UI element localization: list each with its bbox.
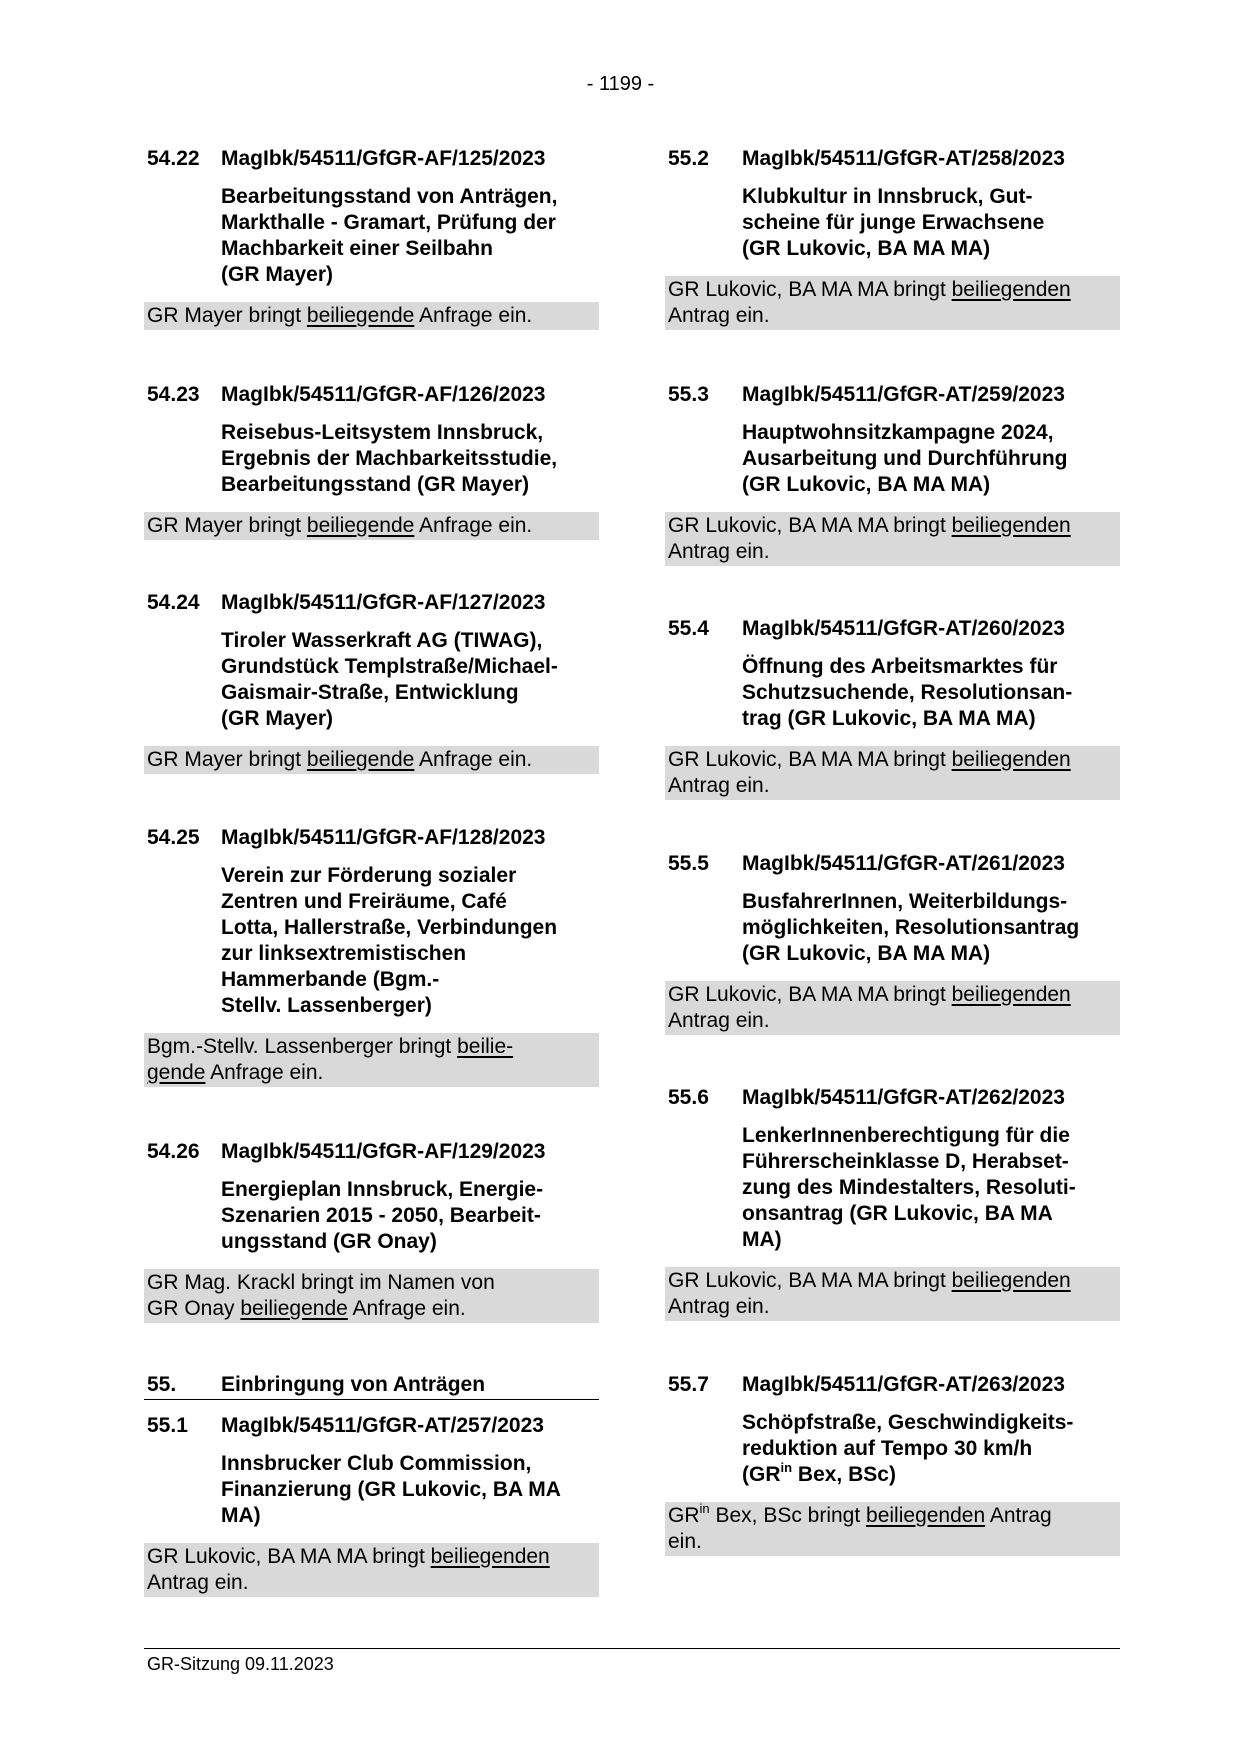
agenda-item bbox=[665, 1372, 1120, 1556]
item-header bbox=[665, 1372, 1120, 1398]
agenda-item bbox=[665, 146, 1120, 330]
item-reference: MagIbk/54511/GfGR-AT/259/2023 bbox=[742, 383, 1065, 406]
item-note: GR Mayer bringt beiliegende Anfrage ein. bbox=[144, 512, 599, 540]
agenda-item bbox=[144, 382, 599, 540]
item-reference: MagIbk/54511/GfGR-AF/129/2023 bbox=[221, 1140, 546, 1163]
footer-divider bbox=[144, 1648, 1120, 1649]
item-title: Bearbeitungsstand von Anträgen, Markthalle - Gramart, Prüfung der Machbarkeit einer Seilbahn (GR Mayer) bbox=[221, 185, 558, 286]
item-title: Hauptwohnsitzkampagne 2024, Ausarbeitung und Durchführung (GR Lukovic, BA MA MA) bbox=[742, 421, 1068, 496]
item-reference: MagIbk/54511/GfGR-AT/263/2023 bbox=[742, 1373, 1065, 1396]
item-number: 54.25 bbox=[147, 826, 200, 849]
item-reference: MagIbk/54511/GfGR-AT/261/2023 bbox=[742, 852, 1065, 875]
item-number: 54.26 bbox=[147, 1140, 200, 1163]
item-title: Innsbrucker Club Commission, Finanzierung (GR Lukovic, BA MA MA) bbox=[221, 1452, 561, 1527]
item-reference: MagIbk/54511/GfGR-AF/126/2023 bbox=[221, 383, 546, 406]
item-number: 55.5 bbox=[668, 852, 709, 875]
item-note: GR Lukovic, BA MA MA bringt beiliegenden Antrag ein. bbox=[665, 1267, 1120, 1321]
item-number: 54.24 bbox=[147, 591, 200, 614]
section-title: Einbringung von Anträgen bbox=[221, 1373, 486, 1396]
item-reference: MagIbk/54511/GfGR-AT/260/2023 bbox=[742, 617, 1065, 640]
item-header bbox=[144, 146, 599, 172]
item-title: BusfahrerInnen, Weiterbildungs- möglichkeiten, Resolutionsantrag (GR Lukovic, BA MA MA) bbox=[742, 890, 1080, 965]
agenda-item bbox=[665, 382, 1120, 566]
item-header bbox=[665, 616, 1120, 642]
item-note: GR Lukovic, BA MA MA bringt beiliegenden Antrag ein. bbox=[665, 746, 1120, 800]
item-note: GR Lukovic, BA MA MA bringt beiliegenden Antrag ein. bbox=[665, 981, 1120, 1035]
item-number: 55.6 bbox=[668, 1086, 709, 1109]
item-title: Öffnung des Arbeitsmarktes für Schutzsuchende, Resolutionsan- trag (GR Lukovic, BA MA MA) bbox=[742, 655, 1073, 730]
item-note: GR Mag. Krackl bringt im Namen von GR Onay beiliegende Anfrage ein. bbox=[144, 1269, 599, 1323]
item-number: 55.7 bbox=[668, 1373, 709, 1396]
item-number: 54.22 bbox=[147, 147, 200, 170]
footer-text: GR-Sitzung 09.11.2023 bbox=[147, 1654, 334, 1674]
item-note: GR Lukovic, BA MA MA bringt beiliegenden Antrag ein. bbox=[665, 512, 1120, 566]
item-header bbox=[144, 590, 599, 616]
item-reference: MagIbk/54511/GfGR-AT/262/2023 bbox=[742, 1086, 1065, 1109]
item-header bbox=[144, 1413, 599, 1439]
item-reference: MagIbk/54511/GfGR-AT/258/2023 bbox=[742, 147, 1065, 170]
item-reference: MagIbk/54511/GfGR-AF/127/2023 bbox=[221, 591, 546, 614]
agenda-item bbox=[665, 616, 1120, 800]
section-number: 55. bbox=[147, 1373, 177, 1396]
item-header bbox=[144, 825, 599, 851]
item-header bbox=[665, 382, 1120, 408]
item-note: GR Mayer bringt beiliegende Anfrage ein. bbox=[144, 746, 599, 774]
item-title: Energieplan Innsbruck, Energie- Szenarien 2015 - 2050, Bearbeit- ungsstand (GR Onay) bbox=[221, 1178, 544, 1253]
agenda-item bbox=[144, 146, 599, 330]
agenda-item bbox=[144, 1413, 599, 1597]
item-note: GR Mayer bringt beiliegende Anfrage ein. bbox=[144, 302, 599, 330]
page-number: - 1199 - bbox=[586, 73, 655, 95]
agenda-item bbox=[144, 1139, 599, 1323]
item-title: Reisebus-Leitsystem Innsbruck, Ergebnis der Machbarkeitsstudie, Bearbeitungsstand (GR Mayer) bbox=[221, 421, 558, 496]
item-header bbox=[665, 146, 1120, 172]
item-title: Schöpfstraße, Geschwindigkeits- reduktion auf Tempo 30 km/h ($GR^{in}$ Bex, BSc) bbox=[742, 1411, 1074, 1486]
item-header bbox=[144, 382, 599, 408]
section-heading bbox=[144, 1372, 599, 1400]
agenda-item bbox=[144, 590, 599, 774]
item-reference: MagIbk/54511/GfGR-AF/125/2023 bbox=[221, 147, 546, 170]
item-number: 54.23 bbox=[147, 383, 200, 406]
item-header bbox=[144, 1139, 599, 1165]
item-title: Tiroler Wasserkraft AG (TIWAG), Grundstück Templstraße/Michael- Gaismair-Straße, Entwicklung (GR Mayer) bbox=[221, 629, 558, 730]
item-note: Bgm.-Stellv. Lassenberger bringt beilie- gende Anfrage ein. bbox=[144, 1033, 599, 1087]
item-reference: MagIbk/54511/GfGR-AF/128/2023 bbox=[221, 826, 546, 849]
item-title: Verein zur Förderung sozialer Zentren und Freiräume, Café Lotta, Hallerstraße, Verbindungen zur linksextremistischen Hammerbande (Bgm.- Stellv. Lassenberger) bbox=[221, 864, 558, 1017]
item-note: GR Lukovic, BA MA MA bringt beiliegenden Antrag ein. bbox=[144, 1543, 599, 1597]
item-title: Klubkultur in Innsbruck, Gut- scheine für junge Erwachsene (GR Lukovic, BA MA MA) bbox=[742, 185, 1045, 260]
item-number: 55.2 bbox=[668, 147, 709, 170]
agenda-item bbox=[665, 851, 1120, 1035]
item-reference: MagIbk/54511/GfGR-AT/257/2023 bbox=[221, 1414, 544, 1437]
item-header bbox=[665, 851, 1120, 877]
item-title: LenkerInnenberechtigung für die Führerscheinklasse D, Herabset- zung des Mindestalters, Resoluti- onsantrag (GR Lukovic, BA MA MA) bbox=[742, 1124, 1076, 1251]
agenda-item bbox=[144, 825, 599, 1087]
item-number: 55.4 bbox=[668, 617, 709, 640]
item-note: $GR^{in}$ Bex, BSc bringt beiliegenden Antrag ein. bbox=[665, 1502, 1120, 1556]
item-number: 55.3 bbox=[668, 383, 709, 406]
item-number: 55.1 bbox=[147, 1414, 188, 1437]
item-note: GR Lukovic, BA MA MA bringt beiliegenden Antrag ein. bbox=[665, 276, 1120, 330]
item-header bbox=[665, 1085, 1120, 1111]
agenda-item bbox=[665, 1085, 1120, 1321]
